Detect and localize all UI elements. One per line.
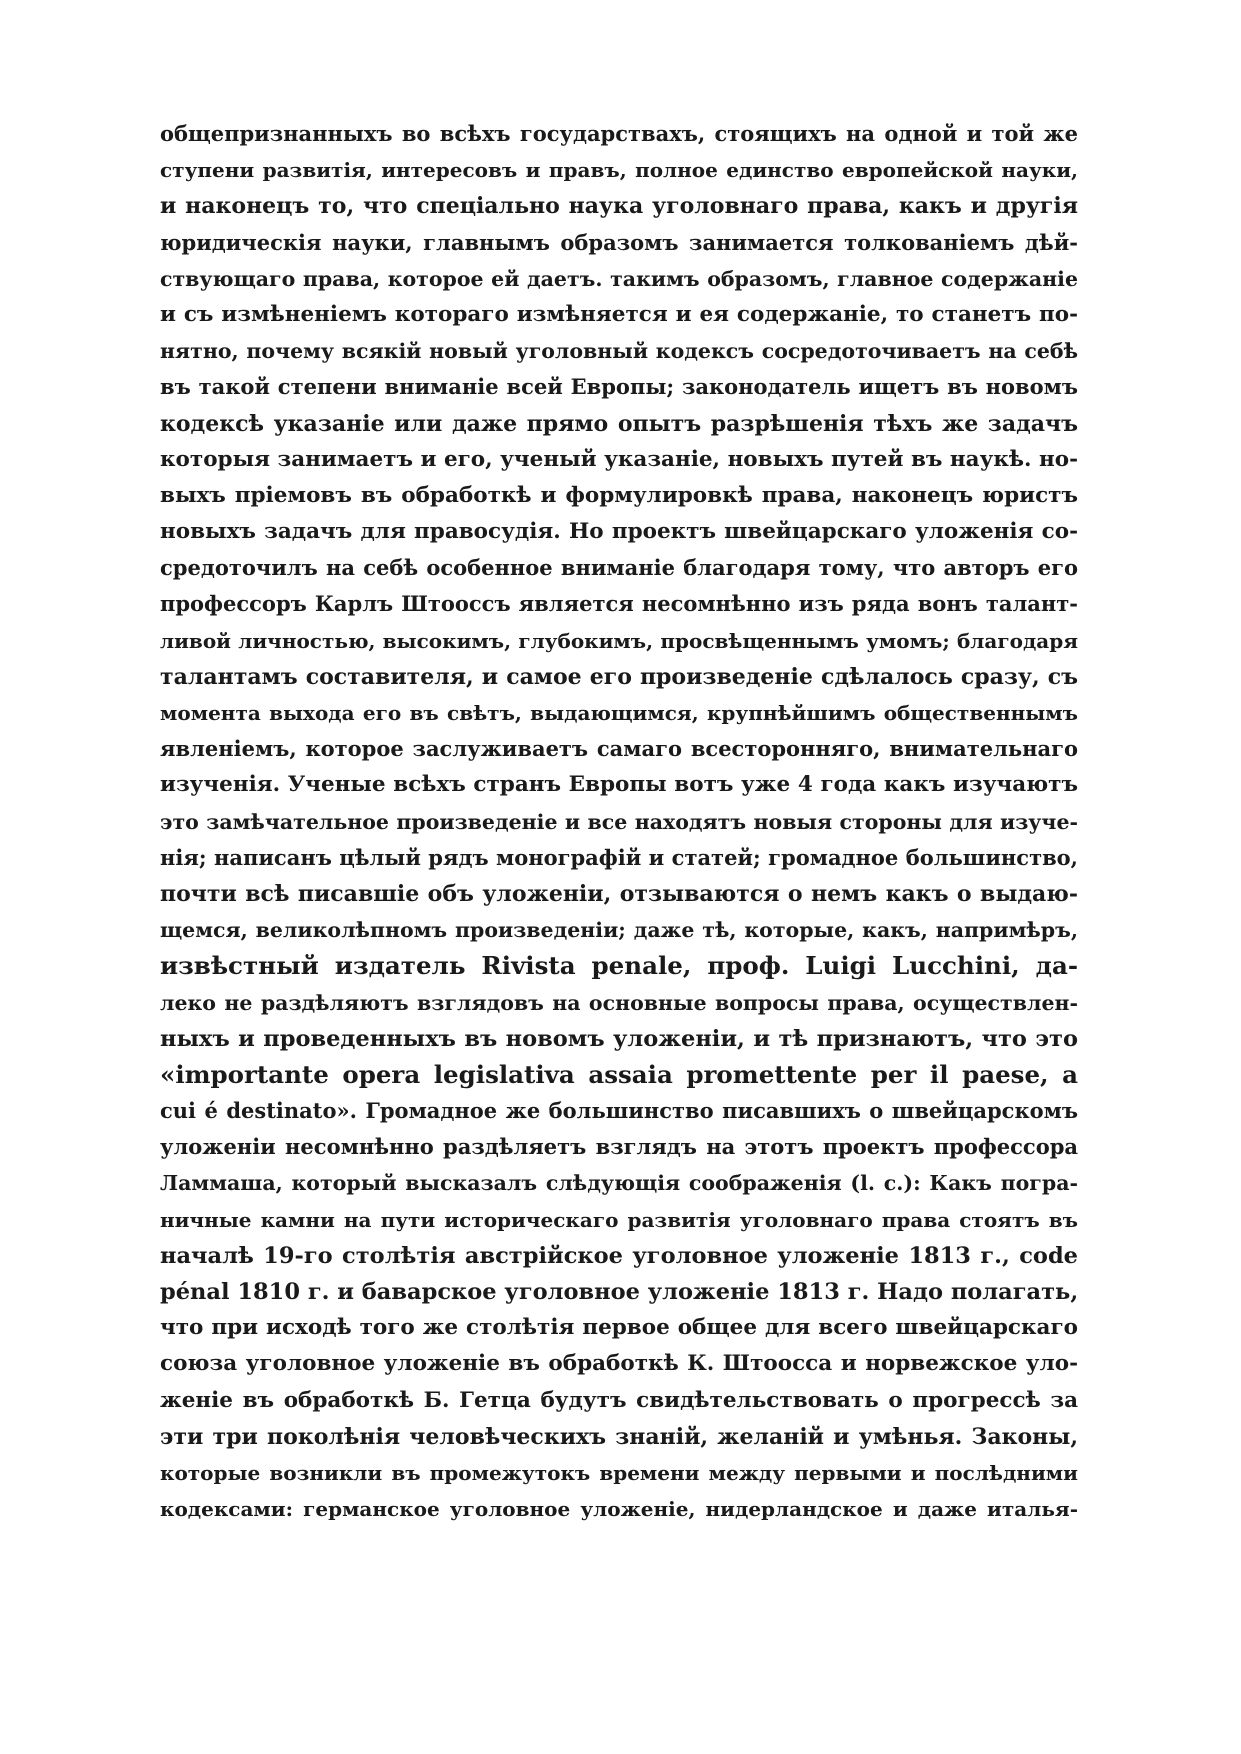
text-line: ступени развитія, интересовъ и правъ, полное единство европейской науки, (160, 158, 1078, 183)
text-line: нятно, почему всякій новый уголовный кодексъ сосредоточиваетъ на себѣ (160, 339, 1078, 364)
text-line: кодексѣ указаніе или даже прямо опытъ разрѣшенія тѣхъ же задачъ (160, 410, 1078, 437)
text-line: ливой личностью, высокимъ, глубокимъ, просвѣщеннымъ умомъ; благодаря (160, 628, 1078, 653)
text-line: профессоръ Карлъ Штооссъ является несомнѣнно изъ ряда вонъ талант- (160, 591, 1078, 617)
text-line: ствующаго права, которое ей даетъ. такимъ образомъ, главное содержаніе (160, 266, 1078, 291)
text-line: «importante opera legislativa assaia promettente per il paese, a (160, 1059, 1078, 1089)
text-line: извѣстный издатель Rivista penale, проф. Luigi Lucchini, да- (160, 951, 1078, 981)
text-line: ныхъ и проведенныхъ въ новомъ уложеніи, и тѣ признаютъ, что это (160, 1025, 1078, 1052)
text-line: почти всѣ писавшіе объ уложеніи, отзываются о немъ какъ о выдаю- (160, 880, 1078, 907)
text-line: талантамъ составителя, и самое его произведеніе сдѣлалось сразу, съ (160, 663, 1078, 690)
text-line: Ламмаша, который высказалъ слѣдующія соображенія (l. c.): Какъ погра- (160, 1171, 1078, 1196)
text-line: въ такой степени вниманіе всей Европы; законодатель ищетъ въ новомъ (160, 374, 1078, 400)
text-line: явленіемъ, которое заслуживаетъ самаго всесторонняго, внимательнаго (160, 736, 1078, 762)
text-line: выхъ пріемовъ въ обработкѣ и формулировкѣ права, наконецъ юристъ (160, 482, 1078, 508)
text-line: нія; написанъ цѣлый рядъ монографій и статей; громадное большинство, (160, 844, 1078, 870)
text-line: союза уголовное уложеніе въ обработкѣ К. Штоосса и норвежское уло- (160, 1351, 1078, 1377)
text-line: женіе въ обработкѣ Б. Гетца будутъ свидѣтельствовать о прогрессѣ за (160, 1387, 1078, 1413)
text-line: ничные камни на пути историческаго развитія уголовнаго права стоятъ въ (160, 1207, 1078, 1232)
text-line: средоточилъ на себѣ особенное вниманіе благодаря тому, что авторъ его (160, 555, 1078, 581)
text-line: щемся, великолѣпномъ произведеніи; даже тѣ, которые, какъ, напримѣръ, (160, 918, 1078, 943)
text-line: изученія. Ученые всѣхъ странъ Европы вотъ уже 4 года какъ изучаютъ (160, 772, 1078, 798)
text-line: общепризнанныхъ во всѣхъ государствахъ, стоящихъ на одной и той же (160, 121, 1078, 146)
text-line: которыя занимаетъ и его, ученый указаніе, новыхъ путей въ наукѣ. но- (160, 446, 1078, 472)
text-line: cui é destinato». Громадное же большинство писавшихъ о швейцарскомъ (160, 1098, 1078, 1124)
body-text (160, 116, 1078, 1527)
text-line: и съ измѣненіемъ котораго измѣняется и ея содержаніе, то станетъ по- (160, 301, 1078, 327)
text-line: это замѣчательное произведеніе и все находятъ новыя стороны для изуче- (160, 809, 1078, 834)
text-line: эти три поколѣнія человѣческихъ знаній, желаній и умѣнья. Законы, (160, 1423, 1078, 1450)
text-line: кодексами: германское уголовное уложеніе, нидерландское и даже италья- (160, 1497, 1078, 1522)
text-line: pénal 1810 г. и баварское уголовное уложеніе 1813 г. Надо полагать, (160, 1279, 1078, 1305)
text-line: началѣ 19-го столѣтія австрійское уголовное уложеніе 1813 г., code (160, 1242, 1078, 1269)
text-line: уложеніи несомнѣнно раздѣляетъ взглядъ на этотъ проектъ профессора (160, 1134, 1078, 1160)
text-line: новыхъ задачъ для правосудія. Но проектъ швейцарскаго уложенія со- (160, 519, 1078, 545)
text-line: юридическія науки, главнымъ образомъ занимается толкованіемъ дѣй- (160, 229, 1078, 255)
text-line: что при исходѣ того же столѣтія первое общее для всего швейцарскаго (160, 1315, 1078, 1341)
text-line: которые возникли въ промежутокъ времени между первыми и послѣдними (160, 1460, 1078, 1485)
text-line: леко не раздѣляютъ взглядовъ на основные вопросы права, осуществлен- (160, 990, 1078, 1015)
text-line: момента выхода его въ свѣтъ, выдающимся, крупнѣйшимъ общественнымъ (160, 701, 1078, 725)
text-line: и наконецъ то, что спеціально наука уголовнаго права, какъ и другія (160, 193, 1078, 220)
